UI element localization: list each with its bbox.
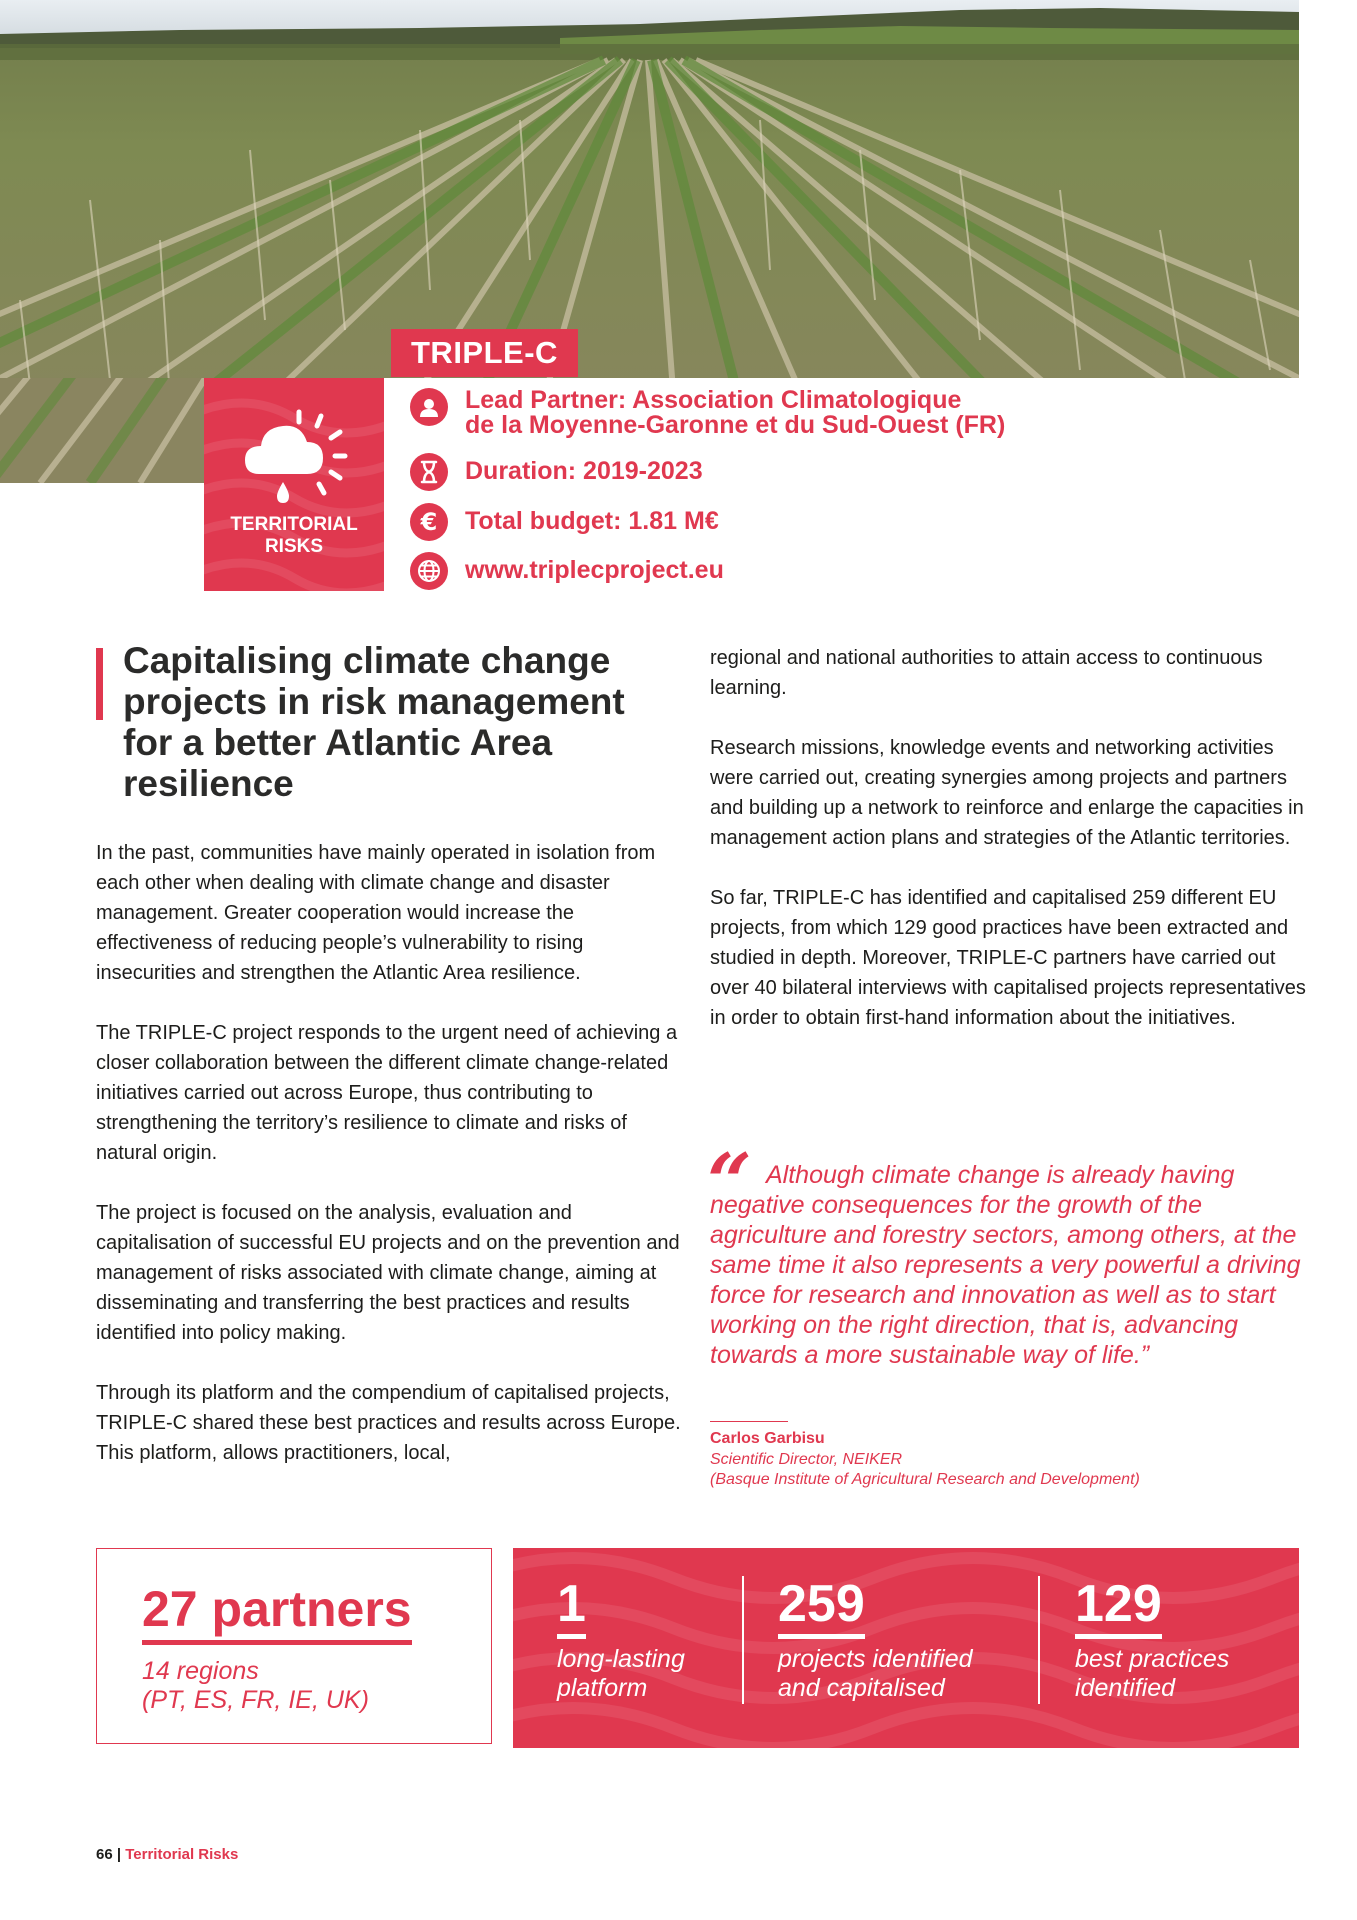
person-icon [410,388,448,426]
paragraph: The TRIPLE-C project responds to the urgent need of achieving a closer collaboration between the different climate change-related initiatives carried out across Europe, thus contributing to strengthening the territory’s resilience to climate and risks of natural origin. [96,1022,678,1164]
lead-partner-line1: Lead Partner: Association Climatologique [465,386,962,414]
regions-list: (PT, ES, FR, IE, UK) [142,1686,369,1714]
category-box [204,378,384,591]
globe-icon [410,552,448,590]
stat-label-line1: long-lasting [557,1645,685,1673]
quote-author-organisation: (Basque Institute of Agricultural Research and Development) [710,1471,1140,1488]
article-heading: Capitalising climate change projects in risk management for a better Atlantic Area resilience [123,640,625,804]
stats-box [513,1548,1299,1748]
stat-best-practices [1075,1576,1229,1703]
partners-box [96,1548,492,1744]
stat-divider [1038,1576,1040,1704]
paragraph: Through its platform and the compendium of capitalised projects, TRIPLE-C shared these best practices and results across Europe. This platform, allows practitioners, local, [96,1382,681,1464]
duration-text: Duration: 2019-2023 [465,457,703,485]
budget-row [410,503,1110,541]
stat-divider [742,1576,744,1704]
page-number: 66 [96,1846,113,1863]
quote-author: Carlos Garbisu [710,1430,825,1447]
footer-section-name: Territorial Risks [125,1846,239,1863]
quote-author-role: Scientific Director, NEIKER [710,1451,903,1468]
left-column [96,838,686,1498]
stat-projects [778,1576,973,1703]
stat-platform [557,1576,685,1703]
paragraph: Research missions, knowledge events and networking activities were carried out, creating synergies among projects and partners and building up a network to reinforce and enlarge the capacities in management action plans and strategies of the Atlantic territories. [710,737,1304,849]
euro-icon: € [410,503,448,541]
paragraph: regional and national authorities to attain access to continuous learning. [710,647,1263,699]
stat-number: 259 [778,1576,865,1639]
budget-text: Total budget: 1.81 M€ [465,507,719,535]
website-link[interactable]: www.triplecproject.eu [465,556,724,584]
category-label-line2: RISKS [264,536,324,557]
website-row [410,552,1110,590]
quote-divider [710,1421,788,1422]
stat-label-line1: best practices [1075,1645,1230,1673]
stat-label-line1: projects identified [778,1645,973,1673]
lead-partner-line2: de la Moyenne-Garonne et du Sud-Ouest (FR) [465,411,1006,439]
partners-count: 27 partners [142,1582,412,1645]
hourglass-icon [410,453,448,491]
heading-accent-bar [96,648,103,720]
stat-number: 1 [557,1576,586,1639]
cloud-rain-sun-icon [239,408,349,508]
paragraph: So far, TRIPLE-C has identified and capitalised 259 different EU projects, from which 129 good practices have been extracted and studied in depth. Moreover, TRIPLE-C partners have carried out over 40 bilateral interviews with capitalised projects representatives in order to obtain first-hand information about the initiatives. [710,887,1306,1029]
quote-icon: “ [707,1137,752,1228]
stat-number: 129 [1075,1576,1162,1639]
duration-row [410,453,1110,491]
project-tag: TRIPLE-C [391,329,578,377]
footer-separator: | [116,1846,122,1863]
regions-count: 14 regions [142,1657,259,1685]
stat-label-line2: platform [557,1674,648,1702]
stat-label-line2: identified [1075,1674,1176,1702]
page-footer [96,1846,238,1863]
category-label-line1: TERRITORIAL [230,514,358,535]
paragraph: The project is focused on the analysis, evaluation and capitalisation of successful EU projects and on the prevention and management of risks associated with climate change, aiming at disseminating and transferring the best practices and results identified into policy making. [96,1202,680,1344]
stat-label-line2: and capitalised [778,1674,945,1702]
paragraph: In the past, communities have mainly operated in isolation from each other when dealing with climate change and disaster management. Greater cooperation would increase the effectiveness of reducing people’s vulnerability to rising insecurities and strengthen the Atlantic Area resilience. [96,842,656,984]
lead-partner-row [410,388,1110,438]
pull-quote: Although climate change is already having negative consequences for the growth of the agriculture and forestry sectors, among others, at the same time it also represents a very powerful a driving force for research and innovation as well as to start working on the right direction, that is, advancing towards a more sustainable way of life.” [710,1161,1301,1369]
right-column [710,643,1310,1063]
